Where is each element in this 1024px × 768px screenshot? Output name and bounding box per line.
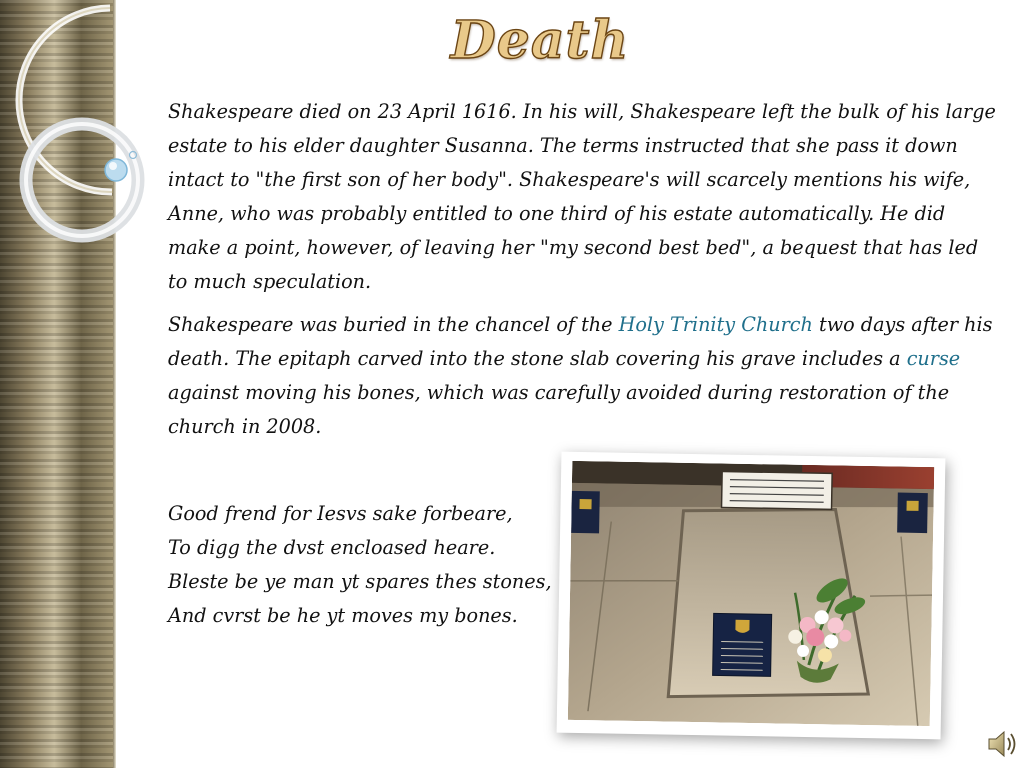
poem-line: To digg the dvst encloased heare. — [168, 536, 496, 559]
holy-trinity-church-link[interactable]: Holy Trinity Church — [618, 313, 813, 336]
grave-photo-icon — [568, 461, 934, 726]
paragraph-burial-text-2: two days after his death. The epitaph carved into the stone slab covering his grave includes a — [168, 313, 993, 370]
poem-line: Good frend for Iesvs sake forbeare, — [168, 502, 513, 525]
poem-line: And cvrst be he yt moves my bones. — [168, 604, 518, 627]
paragraph-burial-text-1: Shakespeare was buried in the chancel of the — [168, 313, 619, 336]
grave-photo — [568, 461, 934, 726]
paragraph-burial-text-3: against moving his bones, which was carefully avoided during restoration of the church in 2008. — [168, 381, 950, 438]
epitaph-poem — [168, 497, 568, 633]
grave-photo-frame — [557, 452, 946, 740]
speaker-icon[interactable] — [985, 727, 1019, 761]
curse-link[interactable]: curse — [906, 347, 961, 370]
poem-line: Bleste be ye man yt spares thes stones, — [168, 570, 552, 593]
slide-title: Death — [450, 10, 630, 71]
paragraph-will: Shakespeare died on 23 April 1616. In his will, Shakespeare left the bulk of his large estate to his elder daughter Susanna. The terms instructed that she pass it down intact to "the first son of her body". Shakespeare's will scarcely mentions his wife, Anne, who was probably entitled to one third of his estate automatically. He did make a point, however, of leaving her "my second best bed", a bequest that has led to much speculation. — [168, 100, 996, 293]
paragraph-burial — [168, 308, 998, 444]
